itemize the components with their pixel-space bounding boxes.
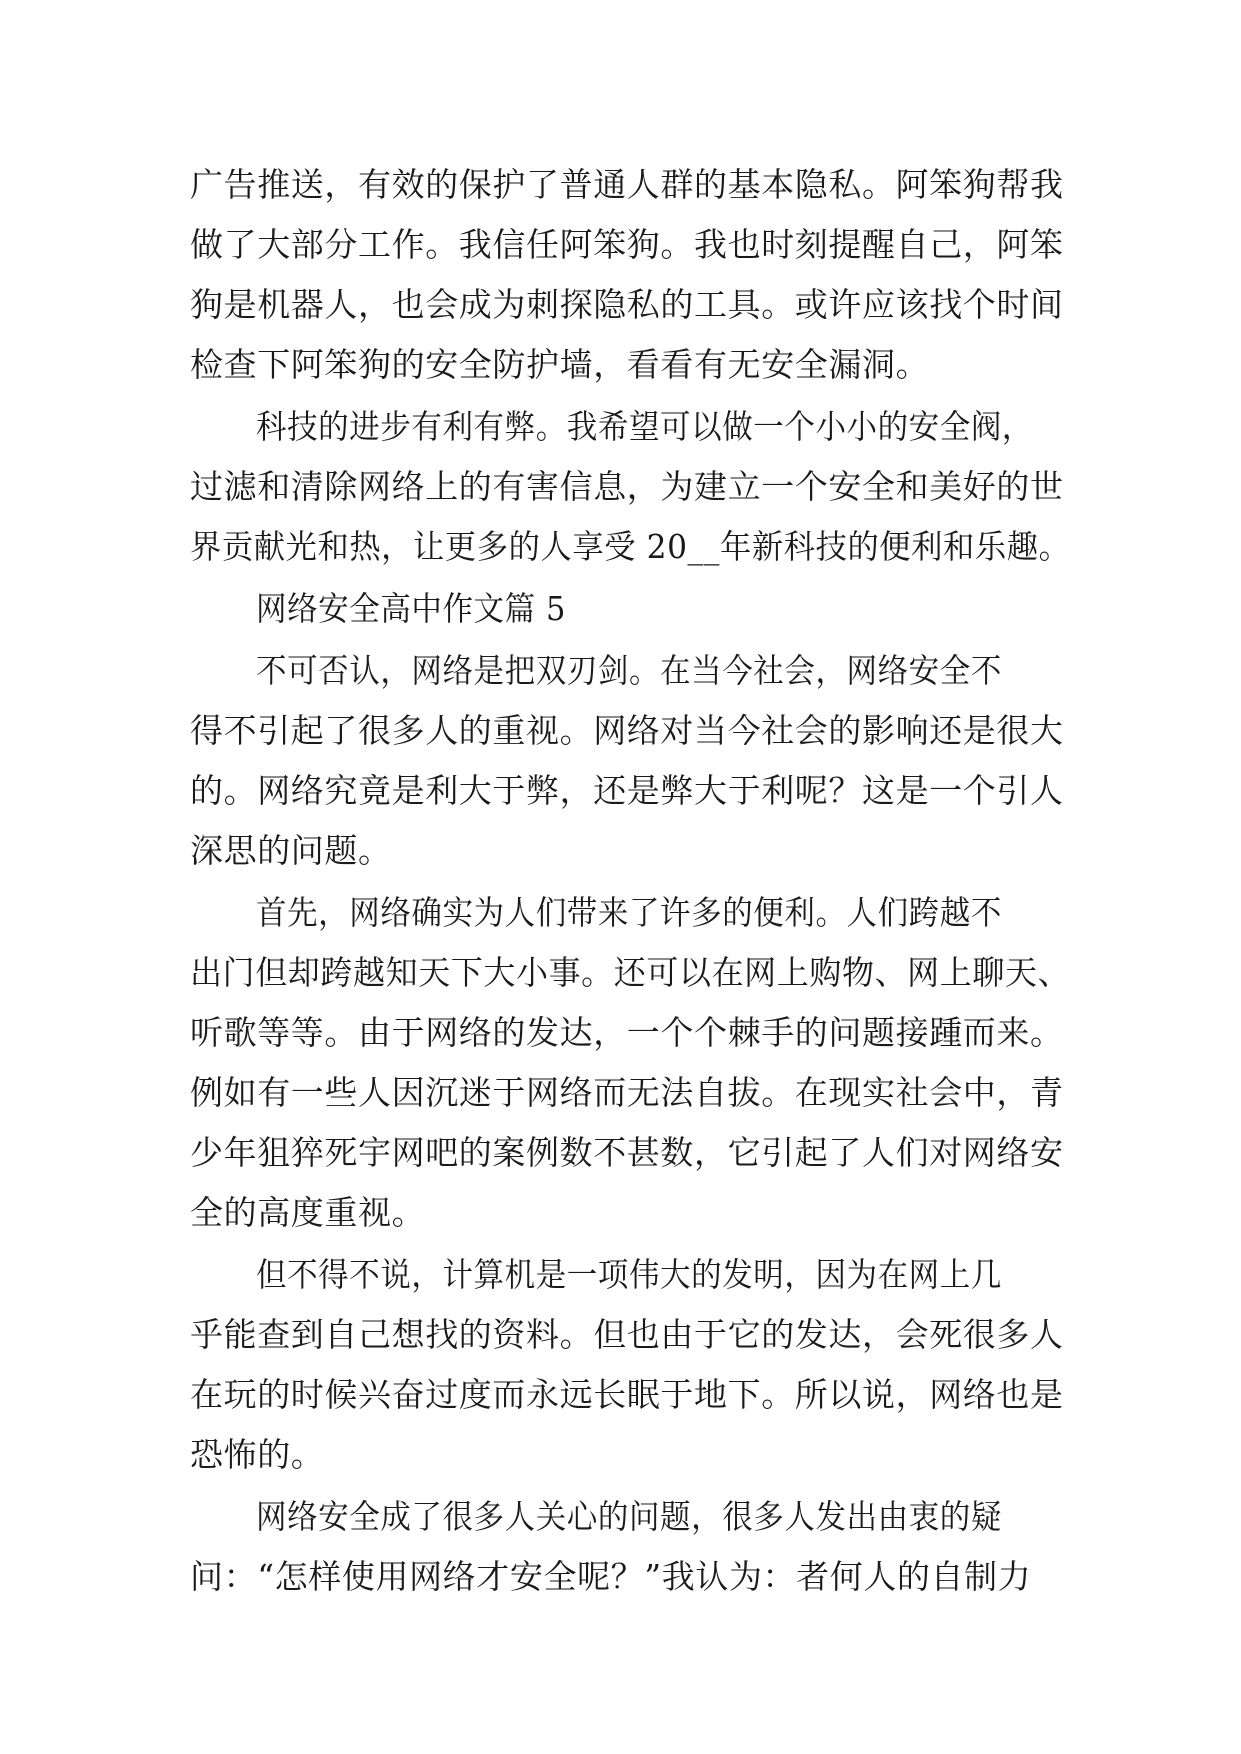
text-line: 乎能查到自己想找的资料。但也由于它的发达，会死很多人	[190, 1315, 1064, 1354]
text-line: 科技的进步有利有弊。我希望可以做一个小小的安全阀，	[256, 407, 1033, 446]
text-line: 过滤和清除网络上的有害信息，为建立一个安全和美好的世	[190, 467, 1064, 506]
text-line: 网络安全成了很多人关心的问题，很多人发出由衷的疑	[256, 1497, 1002, 1536]
text-line: 界贡献光和热，让更多的人享受 20__年新科技的便利和乐趣。	[190, 527, 1071, 566]
text-line: 得不引起了很多人的重视。网络对当今社会的影响还是很大	[190, 711, 1064, 750]
text-line: 问：“怎样使用网络才安全呢？”我认为：者何人的自制力	[190, 1557, 1032, 1596]
text-line: 出门但却跨越知天下大小事。还可以在网上购物、网上聊天、	[190, 953, 1071, 992]
text-line: 例如有一些人因沉迷于网络而无法自拔。在现实社会中，青	[190, 1073, 1064, 1112]
text-line: 狗是机器人，也会成为刺探隐私的工具。或许应该找个时间	[190, 285, 1064, 324]
text-line: 全的高度重视。	[190, 1193, 426, 1232]
text-line: 做了大部分工作。我信任阿笨狗。我也时刻提醒自己，阿笨	[190, 225, 1064, 264]
text-line: 听歌等等。由于网络的发达，一个个棘手的问题接踵而来。	[190, 1013, 1064, 1052]
text-line: 但不得不说，计算机是一项伟大的发明，因为在网上几	[256, 1255, 1002, 1294]
text-line: 广告推送，有效的保护了普通人群的基本隐私。阿笨狗帮我	[190, 165, 1064, 204]
text-line: 首先，网络确实为人们带来了许多的便利。人们跨越不	[256, 893, 1002, 932]
text-line: 少年狙猝死宇网吧的案例数不甚数，它引起了人们对网络安	[190, 1133, 1064, 1172]
text-line: 检查下阿笨狗的安全防护墙，看看有无安全漏洞。	[190, 345, 930, 384]
text-line: 不可否认，网络是把双刃剑。在当今社会，网络安全不	[256, 651, 1002, 690]
text-line: 恐怖的。	[190, 1435, 325, 1474]
text-line: 深思的问题。	[190, 831, 392, 870]
text-line: 的。网络究竟是利大于弊，还是弊大于利呢？这是一个引人	[190, 771, 1064, 810]
text-line: 在玩的时候兴奋过度而永远长眠于地下。所以说，网络也是	[190, 1375, 1064, 1414]
section-heading: 网络安全高中作文篇 5	[256, 589, 566, 628]
